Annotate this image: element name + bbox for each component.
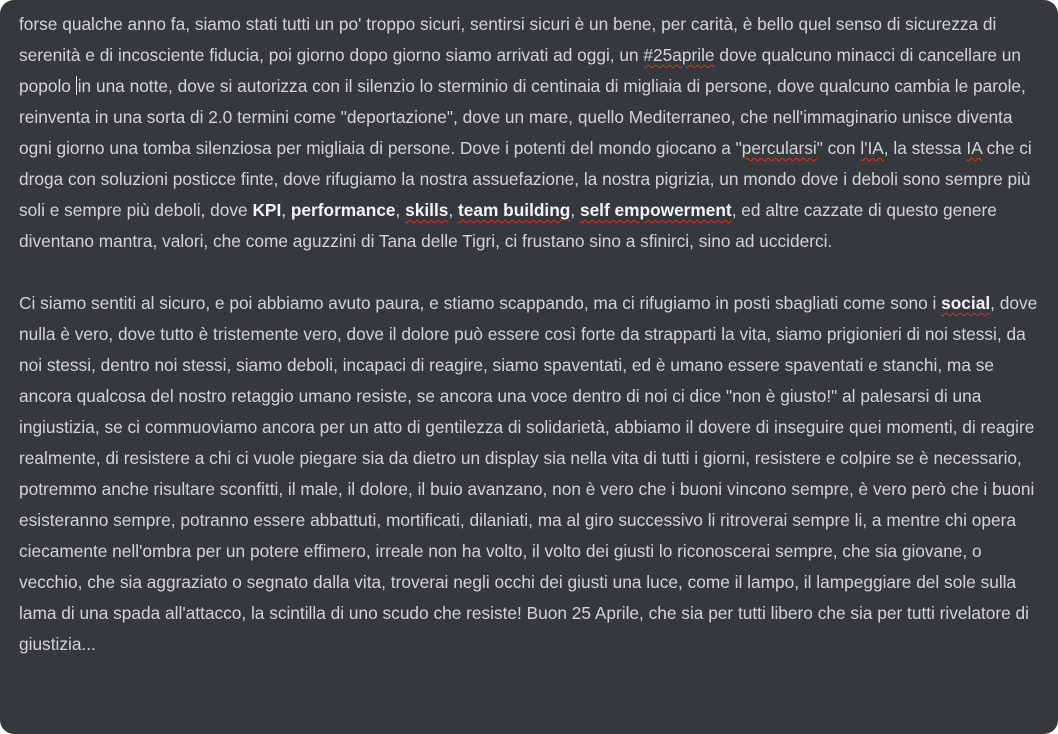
text-run: ,	[448, 200, 459, 220]
bold-word-performance: performance	[290, 200, 396, 220]
bold-word-team-building[interactable]: team building	[458, 200, 571, 220]
post-paragraph-1	[19, 9, 1046, 257]
text-run: ,	[395, 200, 406, 220]
text-run: , la stessa	[883, 138, 967, 158]
paragraph-spacer	[19, 257, 1046, 288]
post-paragraph-2	[19, 288, 1046, 660]
text-run: ,	[570, 200, 580, 220]
bold-word-social[interactable]: social	[941, 293, 991, 313]
text-run: forse qualche anno fa, siamo stati tutti un po' troppo sicuri, sentirsi sicuri è un bene, per carità, è bello quel senso di sicurezza di serenità e di incosciente fiducia, poi giorno dopo giorno siamo arrivati ad oggi, un	[19, 14, 997, 65]
misspelled-word-ia[interactable]: IA	[966, 138, 982, 158]
misspelled-word-lia[interactable]: l'IA	[860, 138, 884, 158]
bold-word-self-empowerment[interactable]: self empowerment	[579, 200, 732, 220]
text-run: , dove nulla è vero, dove tutto è tristemente vero, dove il dolore può essere così forte da strapparti la vita, siamo prigionieri di noi stessi, da noi stessi, dentro noi stessi, siamo deboli, incapaci di reagire, siamo spaventati, ed è umano essere spaventati e stanchi, ma se ancora qualcosa del nostro retaggio umano resiste, se ancora una voce dentro di noi ci dice "non è giusto!" al palesarsi di una ingiustizia, se ci commuoviamo ancora per un atto di gentilezza di solidarietà, abbiamo il dovere di inseguire quei momenti, di reagire realmente, di resistere a chi ci vuole piegare sia da dietro un display sia nella vita di tutti i giorni, resistere e colpire se è necessario, potremmo anche risultare sconfitti, il male, il dolore, il buio avanzano, non è vero che i buoni vincono sempre, è vero però che i buoni esisteranno sempre, potranno essere abbattuti, mortificati, dilaniati, ma al giro successivo li ritroverai sempre li, a mentre chi opera ciecamente nell'ombra per un potere effimero, irreale non ha volto, il volto dei giusti lo riconoscerai sempre, che sia giovane, o vecchio, che sia aggraziato o segnato dalla vita, troverai negli occhi dei giusti una luce, come il lampo, il lampeggiare del sole sulla lama di una spada all'attacco, la scintilla di uno scudo che resiste! Buon 25 Aprile, che sia per tutti libero che sia per tutti rivelatore di giustizia...	[19, 293, 1038, 654]
text-run: ,	[281, 200, 291, 220]
text-run: in una notte, dove si autorizza con il silenzio lo sterminio di centinaia di migliaia di persone, dove qualcuno cambia le parole, reinventa in una sorta di 2.0 termini come "deportazione", dove un mare, quello Mediterraneo, che nell'immaginario unisce diventa ogni giorno una tomba silenziosa per migliaia di persone. Dove i potenti del mondo giocano a "	[19, 76, 1026, 158]
bold-word-skills[interactable]: skills	[405, 200, 449, 220]
bold-word-kpi: KPI	[252, 200, 282, 220]
text-run: Ci siamo sentiti al sicuro, e poi abbiamo avuto paura, e stiamo scappando, ma ci rifugiamo in posti sbagliati come sono i	[19, 293, 942, 313]
text-run: " con	[816, 138, 861, 158]
text-run: , ed altre cazzate di questo genere diventano mantra, valori, che come aguzzini di Tana delle Tigri, ci frustano sino a sfinirci, sino ad ucciderci.	[19, 200, 997, 251]
misspelled-word-percularsi[interactable]: percularsi	[741, 138, 817, 158]
text-run: che ci droga con soluzioni posticce finte, dove rifugiamo la nostra assuefazione, la nostra pigrizia, un mondo dove i deboli sono sempre più soli e sempre più deboli, dove	[19, 138, 1032, 220]
hashtag-25aprile[interactable]: #25aprile	[643, 45, 715, 65]
text-run: dove qualcuno minacci di cancellare un popolo	[19, 45, 1021, 96]
